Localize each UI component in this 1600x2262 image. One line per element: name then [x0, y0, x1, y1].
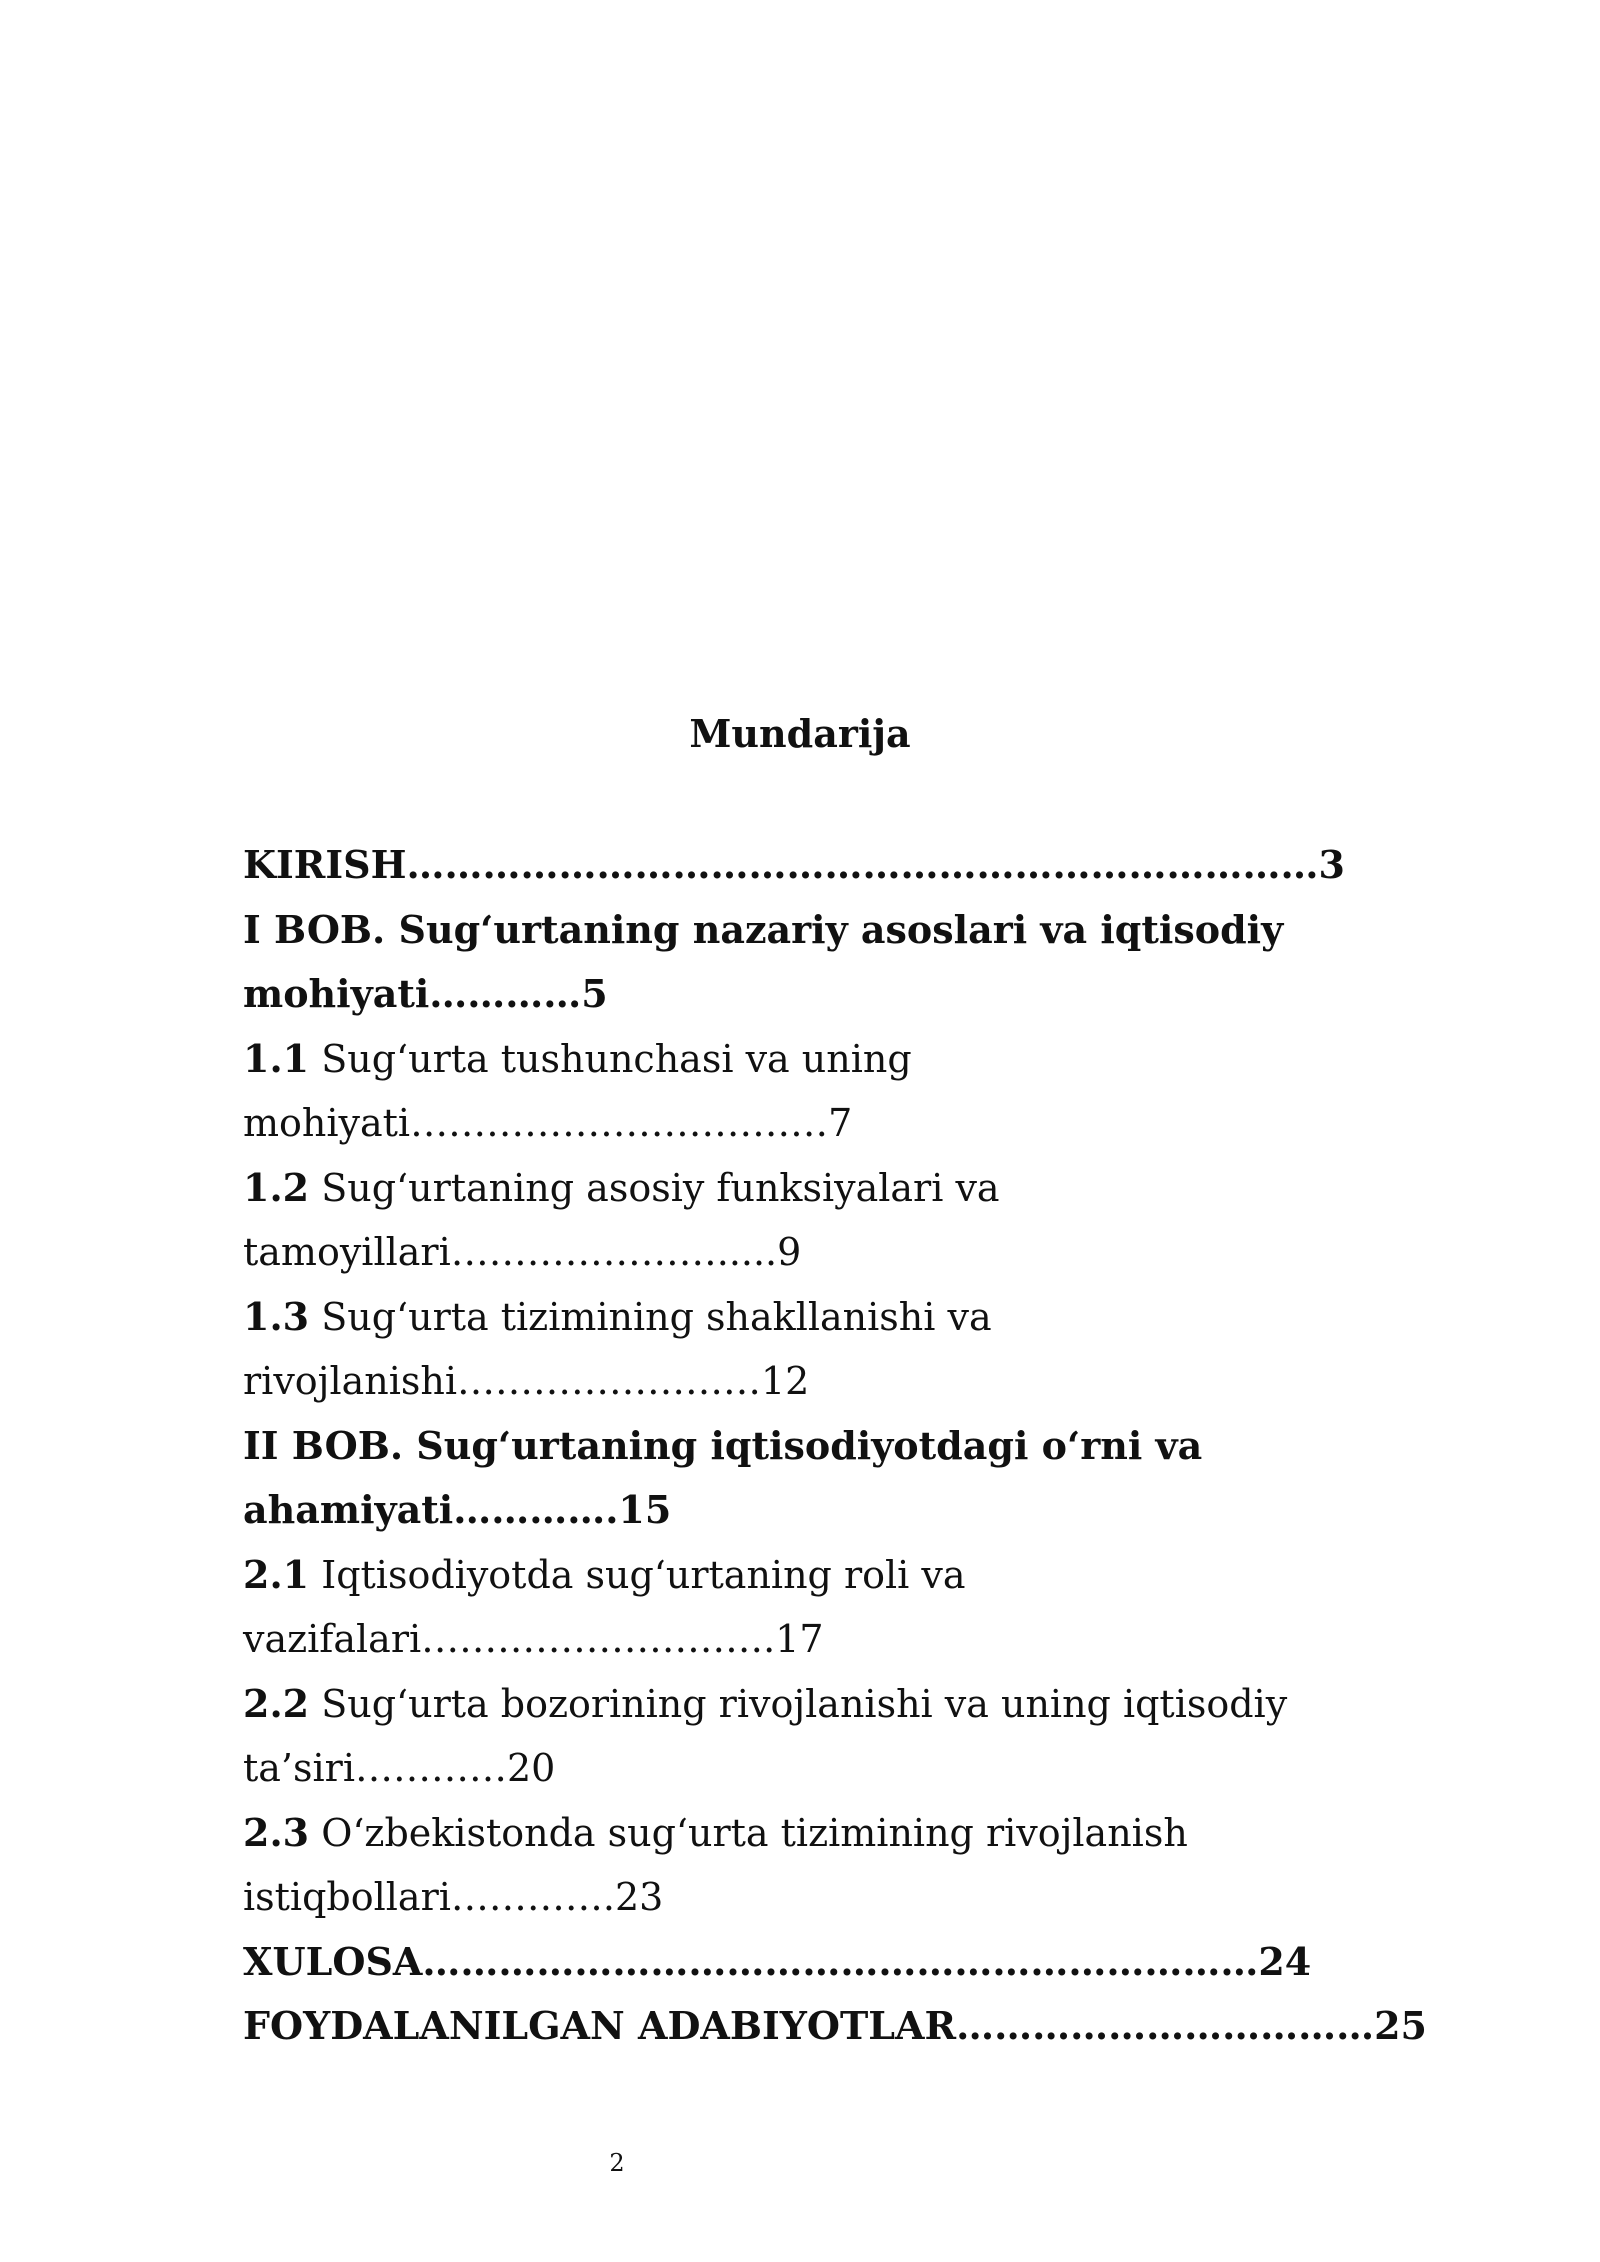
section-number: 1.2	[243, 1164, 310, 1210]
section-number: 1.1	[243, 1035, 310, 1081]
section-number: 2.3	[243, 1809, 310, 1855]
toc-entry-section-2-2[interactable]	[243, 1672, 1443, 1737]
document-title: Mundarija	[689, 711, 911, 756]
section-title: Sug‘urta bozorining rivojlanishi va uning iqtisodiy	[309, 1681, 1288, 1726]
toc-entry-references[interactable]: FOYDALANILGAN ADABIYOTLAR……………………………25	[243, 2003, 1427, 2048]
toc-entry-section-2-2-cont[interactable]: ta’siri…………20	[243, 1746, 556, 1790]
section-number: 2.2	[243, 1680, 310, 1726]
section-title: Iqtisodiyotda sug‘urtaning roli va	[309, 1552, 966, 1597]
toc-entry-section-1-1[interactable]	[243, 1027, 1443, 1092]
section-number: 2.1	[243, 1551, 310, 1597]
section-title: O‘zbekistonda sug‘urta tizimining rivojlanish	[309, 1810, 1188, 1855]
toc-entry-section-2-3-cont[interactable]: istiqbollari………….23	[243, 1875, 664, 1919]
toc-entry-section-2-1[interactable]	[243, 1543, 1443, 1608]
toc-entry-section-2-1-cont[interactable]: vazifalari……………………….17	[243, 1617, 824, 1661]
section-title: Sug‘urtaning asosiy funksiyalari va	[309, 1165, 1000, 1210]
toc-entry-chapter-2-cont[interactable]: ahamiyati………….15	[243, 1487, 672, 1532]
toc-entry-chapter-1[interactable]: I BOB. Sug‘urtaning nazariy asoslari va iqtisodiy	[243, 906, 1284, 952]
toc-entry-chapter-2[interactable]: II BOB. Sug‘urtaning iqtisodiyotdagi o‘rni va	[243, 1422, 1203, 1468]
toc-entry-chapter-1-cont[interactable]: mohiyati…………5	[243, 971, 608, 1016]
page-number: 2	[609, 2149, 625, 2177]
toc-entry-section-1-3-cont[interactable]: rivojlanishi……………………12	[243, 1359, 810, 1403]
section-title: Sug‘urta tushunchasi va uning	[309, 1036, 912, 1081]
toc-entry-section-1-3[interactable]	[243, 1285, 1443, 1350]
toc-entry-section-1-1-cont[interactable]: mohiyati……………………………7	[243, 1101, 853, 1145]
toc-entry-section-2-3[interactable]	[243, 1801, 1443, 1866]
toc-entry-kirish[interactable]: KIRISH………………………………………………………………3	[243, 842, 1345, 887]
section-title: Sug‘urta tizimining shakllanishi va	[309, 1294, 992, 1339]
toc-entry-xulosa[interactable]: XULOSA…………………………………………………………24	[243, 1938, 1312, 1984]
toc-entry-section-1-2[interactable]	[243, 1156, 1443, 1221]
section-number: 1.3	[243, 1293, 310, 1339]
table-of-contents	[243, 833, 1443, 2059]
toc-entry-section-1-2-cont[interactable]: tamoyillari………………….....9	[243, 1230, 802, 1274]
